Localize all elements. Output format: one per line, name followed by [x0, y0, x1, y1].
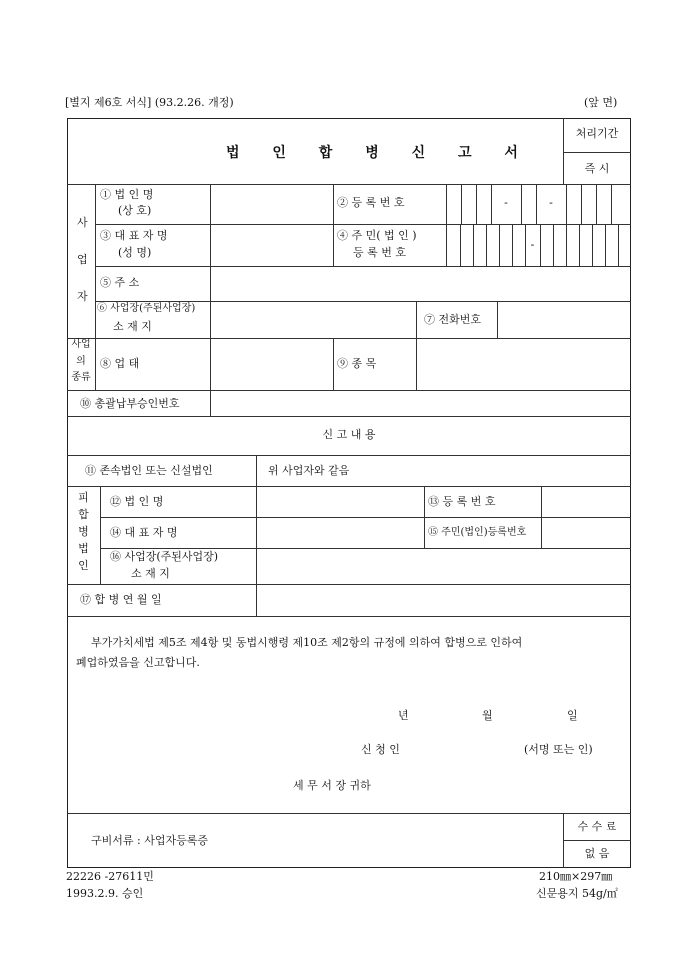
workplace-field[interactable]	[212, 303, 414, 336]
reg-no-dash-2: -	[549, 196, 553, 209]
item-field[interactable]	[418, 340, 628, 388]
corp-name-field[interactable]	[212, 186, 332, 222]
resident-no-label: ④ 주 민( 법 인 )	[337, 229, 417, 242]
attachments-label: 구비서류 : 사업자등록증	[91, 834, 208, 847]
corp-name-sub: (상 호)	[118, 204, 152, 217]
rep-name-sub: (성 명)	[118, 246, 152, 259]
fee-label: 수 수 료	[577, 820, 617, 833]
rep-name-label: ③ 대 표 자 명	[100, 229, 168, 242]
merged-rep-name-label: ⑭ 대 표 자 명	[110, 526, 178, 539]
surviving-corp-label: ⑪ 존속법인 또는 신설법인	[85, 464, 213, 477]
resident-no-sub: 등 록 번 호	[353, 246, 406, 259]
footer-paper-type: 신문용지 54g/㎡	[536, 887, 618, 900]
biz-type-section-2: 의	[76, 356, 86, 367]
address-field[interactable]	[212, 268, 628, 300]
merged-workplace-label: ⑯ 사업장(주된사업장)	[110, 550, 219, 563]
business-label-3: 자	[77, 290, 88, 303]
merged-reg-no-label: ⑬ 등 록 번 호	[428, 495, 496, 508]
rep-name-field[interactable]	[212, 226, 332, 264]
merged-resident-no-field[interactable]	[543, 519, 629, 546]
merged-rep-name-field[interactable]	[258, 519, 422, 546]
page-side-label: (앞 면)	[584, 96, 618, 109]
date-year: 년	[398, 709, 409, 722]
merged-resident-no-label: ⑮ 주민(법인)등록번호	[428, 527, 527, 538]
biz-type-label: ⑧ 업 태	[100, 357, 140, 370]
corp-name-label: ① 법 인 명	[100, 188, 154, 201]
workplace-label: ⑥ 사업장(주된사업장)	[97, 303, 196, 314]
merged-label-4: 법	[78, 542, 89, 555]
item-label: ⑨ 종 목	[337, 357, 377, 370]
address-label: ⑤ 주 소	[100, 276, 140, 289]
footer-paper-size: 210㎜×297㎜	[539, 870, 613, 883]
merged-workplace-field[interactable]	[258, 550, 628, 582]
applicant-name-field[interactable]	[410, 738, 520, 762]
phone-label: ⑦ 전화번호	[424, 313, 482, 326]
form-title: 법 인 합 병 신 고 서	[226, 145, 532, 161]
statement-line-2: 폐업하였음을 신고합니다.	[76, 656, 200, 669]
merged-label-3: 병	[78, 525, 89, 538]
signature-note: (서명 또는 인)	[524, 743, 593, 756]
statement-line-1: 부가가치세법 제5조 제4항 및 동법시행령 제10조 제2항의 규정에 의하여 합병으로 인하여	[91, 636, 523, 649]
merged-reg-no-field[interactable]	[543, 488, 629, 515]
merged-label-2: 합	[78, 508, 89, 521]
footer-form-number: 22226 -27611민	[66, 870, 154, 883]
surviving-corp-value: 위 사업자와 같음	[268, 464, 350, 477]
merge-date-field[interactable]	[258, 586, 628, 614]
merged-label-5: 인	[78, 559, 89, 572]
biz-type-field[interactable]	[212, 340, 332, 388]
date-month: 월	[482, 709, 493, 722]
reg-no-label: ② 등 록 번 호	[337, 196, 405, 209]
processing-period-value: 즉 시	[584, 162, 610, 175]
merged-label-1: 피	[78, 491, 89, 504]
fee-value: 없 음	[584, 847, 610, 860]
resident-no-dash: -	[530, 238, 535, 251]
workplace-sub: 소 재 지	[113, 320, 152, 333]
biz-type-section-3: 종류	[71, 372, 91, 383]
processing-period-label: 처리기간	[575, 127, 619, 140]
biz-type-section-1: 사업	[71, 339, 91, 350]
merge-date-label: ⑰ 합 병 연 월 일	[80, 593, 162, 606]
applicant-label: 신 청 인	[361, 743, 400, 756]
date-day: 일	[567, 709, 578, 722]
form-reference: [별지 제6호 서식] (93.2.26. 개정)	[65, 96, 234, 109]
phone-field[interactable]	[499, 303, 629, 336]
merged-corp-name-field[interactable]	[258, 488, 422, 515]
consolidated-label: ⑩ 총괄납부승인번호	[80, 397, 180, 410]
business-label-1: 사	[77, 216, 88, 229]
consolidated-field[interactable]	[212, 392, 628, 414]
business-label-2: 업	[77, 253, 88, 266]
merged-workplace-sub: 소 재 지	[131, 567, 170, 580]
merged-corp-name-label: ⑫ 법 인 명	[110, 495, 164, 508]
addressee: 세 무 서 장 귀하	[293, 779, 371, 792]
reg-no-dash-1: -	[504, 196, 508, 209]
report-contents-heading: 신 고 내 용	[322, 428, 376, 441]
footer-approval-date: 1993.2.9. 승인	[66, 887, 144, 900]
